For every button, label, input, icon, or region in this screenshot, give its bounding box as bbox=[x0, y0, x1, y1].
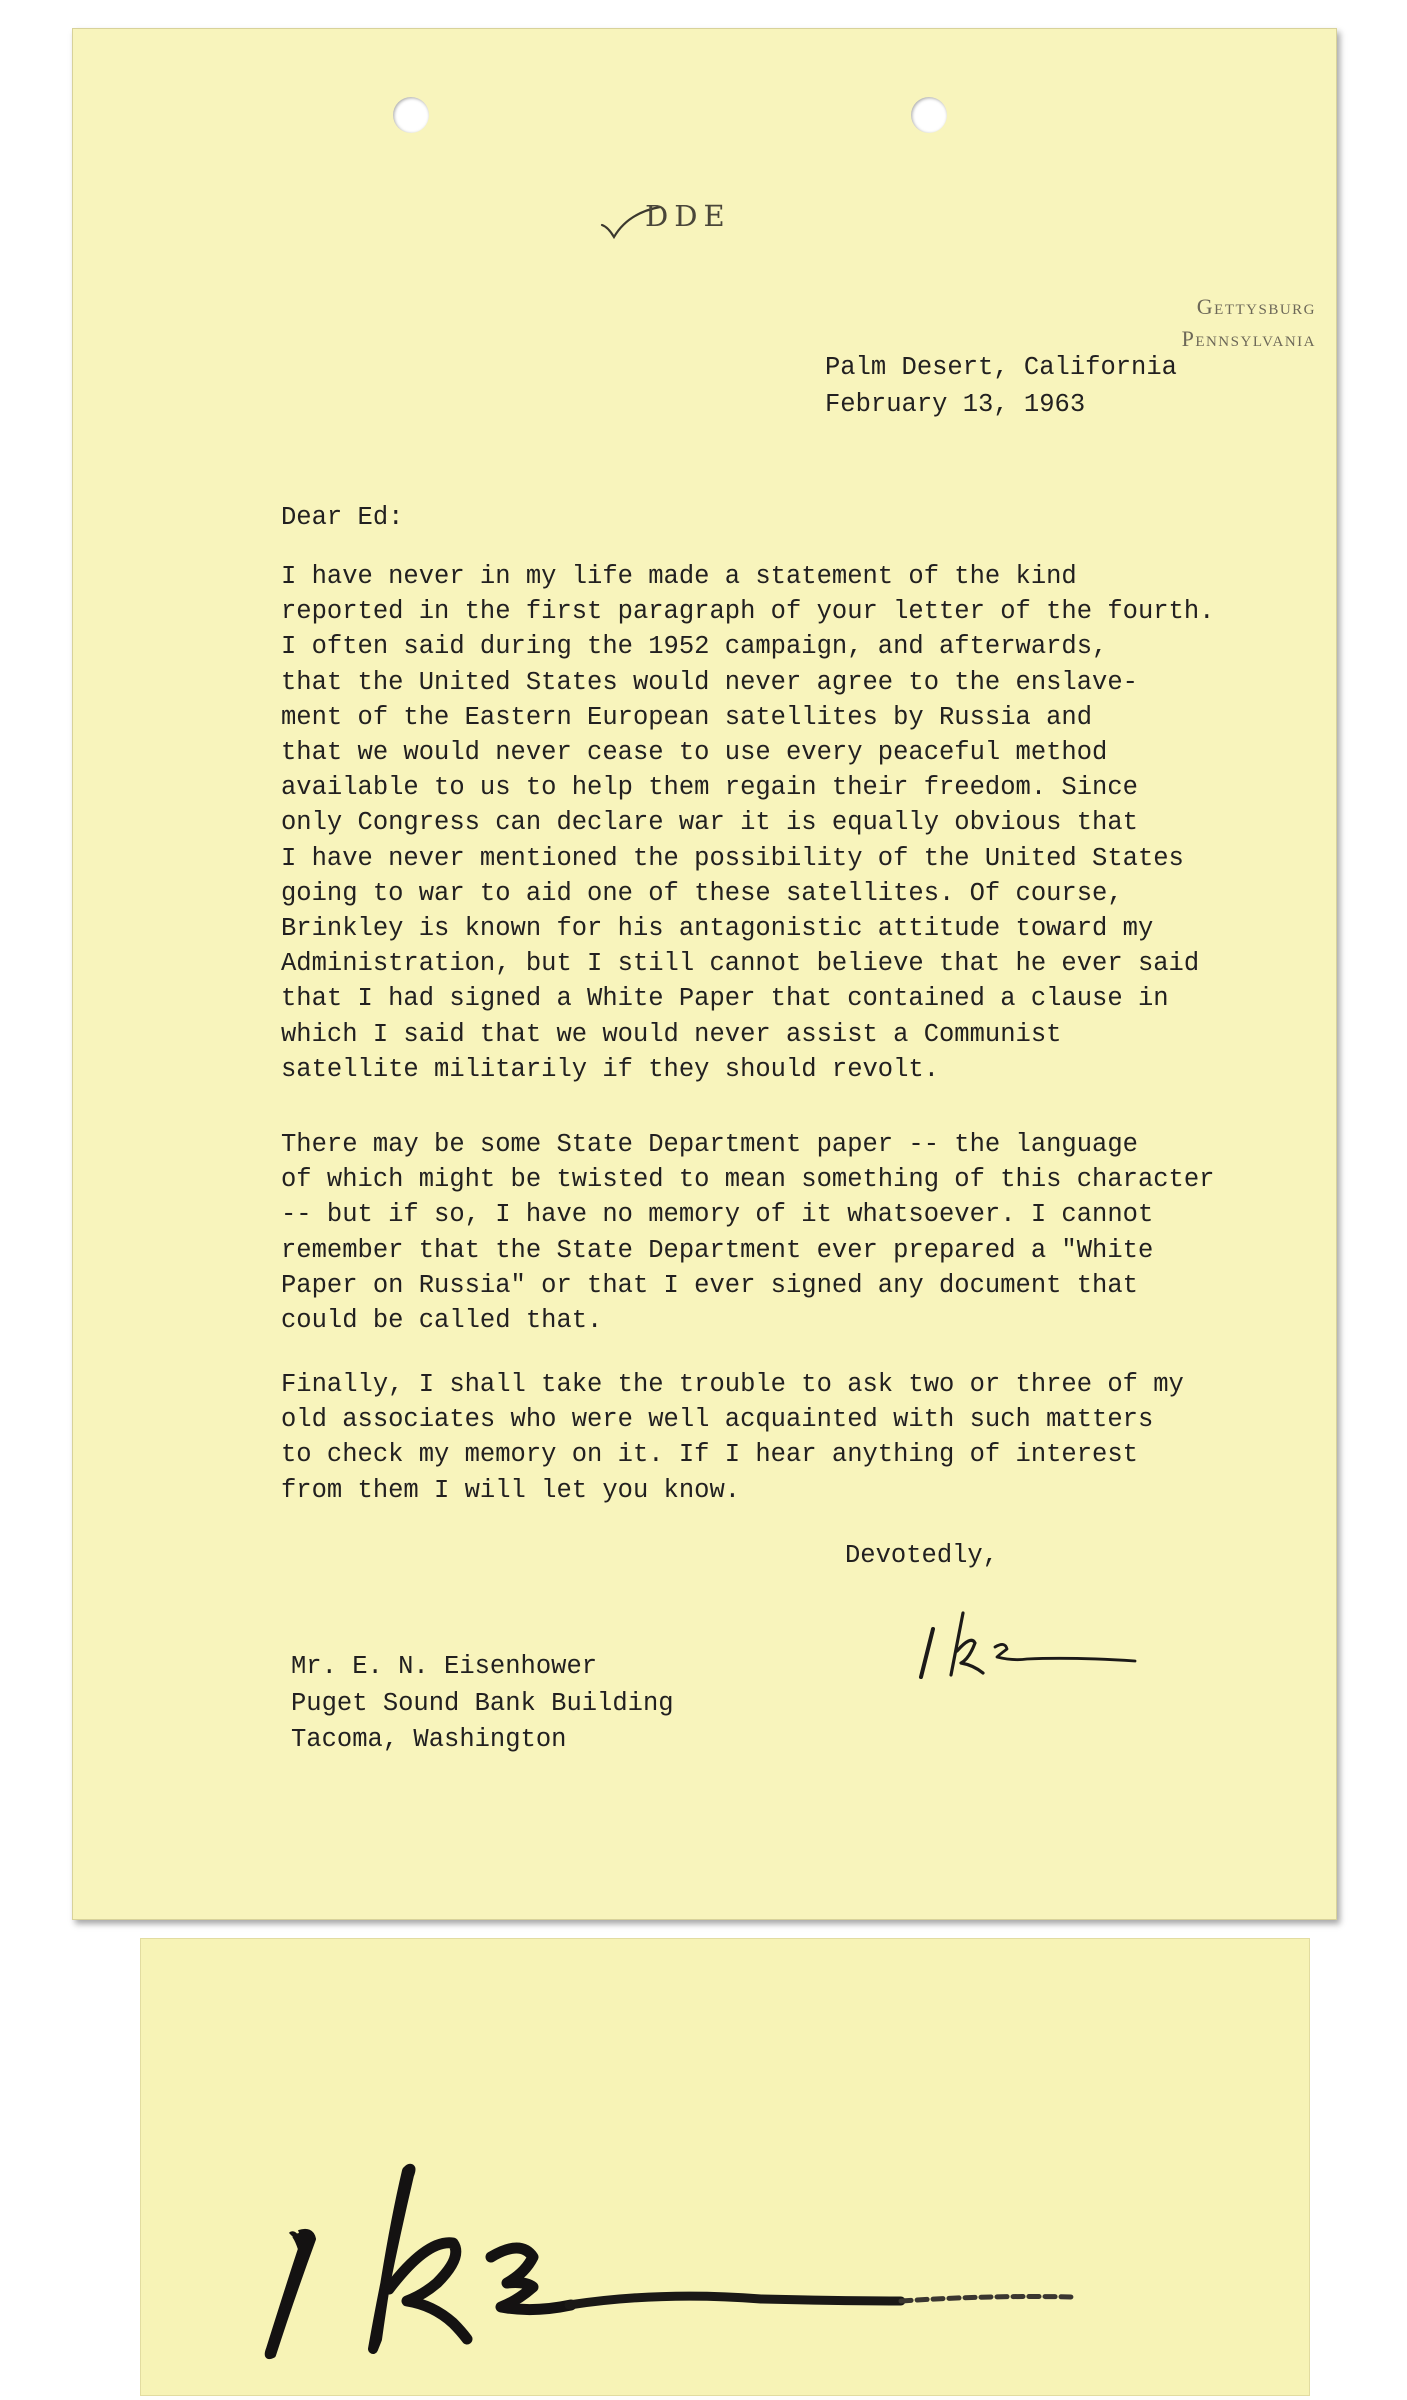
recipient-name: Mr. E. N. Eisenhower bbox=[291, 1652, 598, 1681]
letter-date: February 13, 1963 bbox=[825, 390, 1086, 419]
paragraph-line: only Congress can declare war it is equally obvious that bbox=[281, 808, 1138, 838]
recipient-city: Tacoma, Washington bbox=[291, 1725, 567, 1754]
paragraph-line: to check my memory on it. If I hear anything of interest bbox=[281, 1440, 1138, 1470]
letter-sheet bbox=[72, 28, 1337, 1920]
signature-large bbox=[141, 1939, 1309, 2395]
place-date-block bbox=[825, 349, 1177, 423]
paragraph-line: I have never mentioned the possibility of the United States bbox=[281, 843, 1184, 873]
letterhead-city: Gettysburg bbox=[1196, 294, 1316, 319]
paragraph-line: that I had signed a White Paper that contained a clause in bbox=[281, 984, 1169, 1014]
closing: Devotedly, bbox=[845, 1541, 999, 1570]
paragraph-line: from them I will let you know. bbox=[281, 1475, 741, 1505]
paragraph-line: old associates who were well acquainted with such matters bbox=[281, 1405, 1154, 1435]
salutation: Dear Ed: bbox=[281, 503, 404, 532]
paragraph-line: Brinkley is known for his antagonistic attitude toward my bbox=[281, 914, 1154, 944]
letterhead-state: Pennsylvania bbox=[1181, 326, 1316, 351]
paragraph-line: satellite militarily if they should revolt. bbox=[281, 1054, 940, 1084]
recipient-building: Puget Sound Bank Building bbox=[291, 1688, 674, 1718]
signature-closeup-panel bbox=[140, 1938, 1310, 2396]
paragraph-line: going to war to aid one of these satellites. Of course, bbox=[281, 878, 1123, 908]
paragraph-line: There may be some State Department paper -- the language bbox=[281, 1130, 1138, 1159]
file-initials: DDE bbox=[645, 199, 731, 233]
punch-hole-right bbox=[911, 97, 947, 133]
letter-place: Palm Desert, California bbox=[825, 353, 1177, 382]
paragraph-line: reported in the first paragraph of your letter of the fourth. bbox=[281, 597, 1215, 627]
paragraph-line: could be called that. bbox=[281, 1306, 603, 1336]
signature-small bbox=[903, 1599, 1153, 1689]
paragraph-2 bbox=[281, 1127, 1214, 1338]
paragraph-line: available to us to help them regain their freedom. Since bbox=[281, 773, 1138, 803]
paragraph-line: that we would never cease to use every peaceful method bbox=[281, 738, 1108, 768]
paragraph-line: I have never in my life made a statement of the kind bbox=[281, 562, 1077, 591]
letterhead bbox=[1182, 291, 1316, 355]
paragraph-line: ment of the Eastern European satellites by Russia and bbox=[281, 702, 1093, 732]
paragraph-1 bbox=[281, 559, 1214, 1087]
paragraph-line: -- but if so, I have no memory of it whatsoever. I cannot bbox=[281, 1200, 1154, 1230]
paragraph-line: which I said that we would never assist a Communist bbox=[281, 1019, 1062, 1049]
paragraph-line: of which might be twisted to mean something of this character bbox=[281, 1165, 1215, 1195]
paragraph-line: that the United States would never agree to the enslave- bbox=[281, 667, 1138, 697]
paragraph-line: Administration, but I still cannot believe that he ever said bbox=[281, 949, 1200, 979]
paragraph-3 bbox=[281, 1367, 1184, 1508]
punch-hole-left bbox=[393, 97, 429, 133]
paragraph-line: I often said during the 1952 campaign, and afterwards, bbox=[281, 632, 1108, 662]
paragraph-line: Finally, I shall take the trouble to ask two or three of my bbox=[281, 1370, 1184, 1399]
paragraph-line: remember that the State Department ever prepared a "White bbox=[281, 1235, 1154, 1265]
paragraph-line: Paper on Russia" or that I ever signed any document that bbox=[281, 1270, 1138, 1300]
recipient-address bbox=[291, 1649, 674, 1759]
